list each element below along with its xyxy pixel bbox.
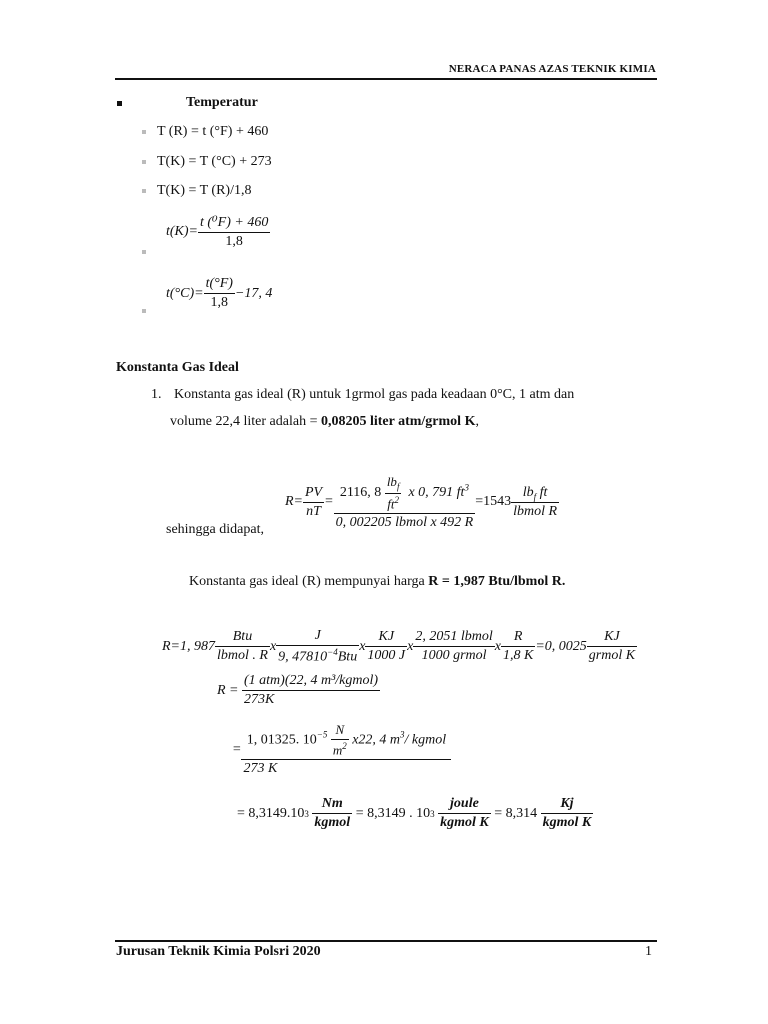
eq2-times: x	[359, 638, 366, 654]
sehingga-text: sehingga didapat,	[166, 522, 264, 537]
harga-prefix: Konstanta gas ideal (R) mempunyai harga	[189, 574, 429, 589]
f2-rest: −17, 4	[234, 285, 273, 301]
temp-formula-2: T(K) = T (°C) + 273	[157, 154, 272, 169]
equation-R-pv-nt	[285, 474, 559, 531]
eq5-f3-den: kgmol K	[542, 815, 592, 830]
eq1-res-ft: ft	[536, 484, 548, 500]
eq1-result-coef: =1543	[475, 494, 512, 510]
eq5-a: = 8,3149.10	[237, 805, 305, 821]
f1-numerator: t (⁰F) + 460	[200, 215, 269, 230]
eq2-lhs: R=1, 987	[162, 638, 215, 654]
eq1-ft: ft	[387, 495, 395, 511]
eq1-ft-sup: 2	[394, 494, 399, 505]
eq1-res-den: lbmol R	[513, 504, 558, 520]
eq4-m: m	[332, 742, 343, 758]
item-number: 1.	[151, 387, 162, 402]
eq5-b: = 8,3149 . 10	[355, 805, 431, 821]
equation-R-conversion	[162, 628, 637, 666]
f2-denominator: 1,8	[204, 293, 235, 311]
harga-line	[189, 574, 565, 590]
section-heading-temperatur: Temperatur	[186, 95, 258, 110]
section-heading-konstanta: Konstanta Gas Ideal	[116, 360, 239, 375]
eq2-f4-den: 1000 grmol	[413, 646, 494, 664]
eq4-den: 273 K	[241, 759, 451, 777]
eq4-num-a: 1, 01325. 10	[246, 732, 317, 748]
eq1-num-a: 2116, 8	[339, 485, 385, 501]
eq1-num-b-sup: 3	[464, 482, 469, 493]
temp-formula-3: T(K) = T (R)/1,8	[157, 183, 252, 198]
eq4-num-c: / kgmol	[404, 732, 447, 748]
eq2-f2-den-sup: −4	[327, 647, 338, 657]
eq2-f5-num: R	[513, 629, 523, 645]
line2-prefix: volume 22,4 liter adalah =	[170, 414, 321, 429]
eq4-num-b-sup: 3	[400, 729, 405, 740]
line2-value: 0,08205 liter atm/grmol K	[320, 414, 476, 429]
eq1-r: R=	[285, 494, 303, 510]
eq4-m-sup: 2	[342, 741, 347, 751]
eq5-f1-den: kgmol	[314, 815, 351, 830]
sub-bullet	[142, 130, 146, 134]
eq4-num-sup: −5	[316, 729, 328, 740]
equation-R-atm	[217, 673, 380, 708]
footer-institution: Jurusan Teknik Kimia Polsri 2020	[116, 944, 321, 959]
page-number: 1	[645, 944, 652, 959]
eq5-f2-num: joule	[450, 796, 479, 811]
f2-lhs: t(°C)=	[166, 285, 204, 301]
eq4-n: N	[335, 722, 345, 737]
eq1-num-b: x 0, 791 ft	[408, 485, 465, 501]
eq1-nt: nT	[303, 502, 324, 520]
eq2-f2-den-b: Btu	[337, 649, 358, 665]
bullet-square	[117, 101, 122, 106]
eq2-f3-den: 1000 J	[367, 648, 406, 664]
eq4-equals: =	[232, 741, 242, 757]
f2-numerator: t(°F)	[205, 276, 233, 291]
eq5-c: = 8,314	[494, 805, 538, 821]
konstanta-text-line2	[170, 414, 479, 430]
header-rule	[115, 78, 657, 80]
eq1-den: 0, 002205 lbmol x 492 R	[335, 514, 474, 530]
sub-bullet	[142, 250, 146, 254]
eq2-f3-num: KJ	[378, 629, 395, 645]
equation-R-pascal	[232, 722, 451, 777]
f1-lhs: t(K)=	[166, 224, 198, 239]
eq5-a-sup: 3	[304, 808, 309, 819]
sub-bullet	[142, 309, 146, 313]
eq5-f2-den: kgmol K	[440, 815, 489, 830]
eq2-f5-den: 1,8 K	[502, 648, 534, 664]
eq3-den: 273K	[242, 690, 380, 708]
eq2-times: x	[494, 638, 501, 654]
eq2-f2-den-a: 9, 47810	[278, 649, 328, 665]
eq3-lhs: R =	[217, 682, 239, 698]
eq3-num: (1 atm)(22, 4 m³/kgmol)	[244, 673, 379, 688]
temp-fraction-formula-1	[166, 214, 270, 250]
eq5-f1-num: Nm	[321, 796, 343, 811]
eq1-equals: =	[324, 494, 334, 510]
temp-formula-1: T (R) = t (°F) + 460	[157, 124, 269, 139]
harga-value: R = 1,987 Btu/lbmol R.	[428, 574, 566, 589]
sub-bullet	[142, 160, 146, 164]
eq1-lb: lb	[386, 474, 397, 489]
eq2-f6-den: grmol K	[588, 648, 636, 664]
eq2-times: x	[269, 638, 277, 654]
eq2-f1-num: Btu	[232, 629, 253, 645]
konstanta-text-line1: Konstanta gas ideal (R) untuk 1grmol gas pada keadaan 0°C, 1 atm dan	[174, 387, 575, 402]
running-header: NERACA PANAS AZAS TEKNIK KIMIA	[448, 63, 656, 75]
f1-denominator: 1,8	[198, 232, 270, 250]
line2-suffix: ,	[475, 414, 479, 429]
sub-bullet	[142, 189, 146, 193]
eq2-f1-den: lbmol . R	[217, 648, 268, 664]
temp-fraction-formula-2	[166, 276, 272, 311]
eq5-f3-num: Kj	[560, 796, 574, 811]
eq2-f2-num: J	[314, 628, 321, 643]
footer-rule	[115, 940, 657, 942]
eq5-b-sup: 3	[430, 808, 435, 819]
eq2-f4-num: 2, 2051 lbmol	[415, 629, 493, 645]
eq1-res-lb: lb	[522, 484, 534, 500]
eq1-res-lb-sub: f	[533, 491, 537, 502]
eq4-num-b: x22, 4 m	[352, 732, 401, 748]
eq2-times: x	[407, 638, 414, 654]
eq2-f6-num: KJ	[604, 629, 620, 645]
equation-R-final	[237, 796, 593, 831]
eq1-pv: PV	[305, 484, 323, 500]
eq1-lb-sub: f	[396, 481, 400, 492]
eq2-result: =0, 0025	[535, 638, 587, 654]
